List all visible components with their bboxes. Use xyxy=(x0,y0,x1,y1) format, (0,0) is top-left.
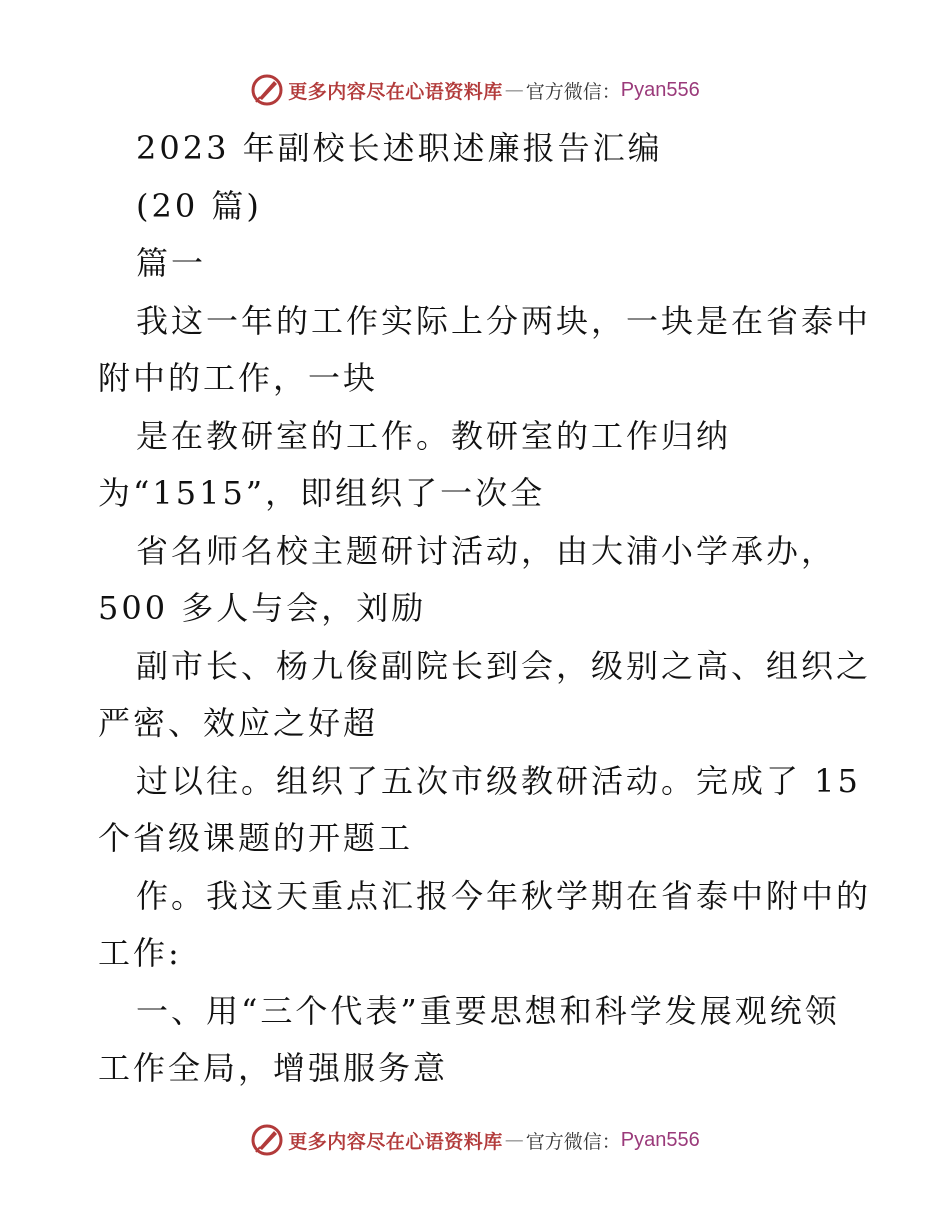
document-line: 附中的工作，一块 xyxy=(98,359,379,397)
document-line: 2023 年副校长述职述廉报告汇编 xyxy=(136,129,663,167)
document-line: 工作: xyxy=(98,934,182,972)
footer-watermark-banner xyxy=(0,1120,950,1160)
header-watermark-banner xyxy=(0,70,950,110)
banner-dash: — xyxy=(504,79,524,101)
document-line: 副市长、杨九俊副院长到会，级别之高、组织之 xyxy=(136,646,872,685)
document-line: 个省级课题的开题工 xyxy=(98,819,414,857)
document-line: 是在教研室的工作。教研室的工作归纳 xyxy=(136,416,732,455)
document-line: 过以往。组织了五次市级教研活动。完成了 15 xyxy=(136,761,861,800)
document-line: 500 多人与会，刘励 xyxy=(98,589,427,627)
banner-main-text: 更多内容尽在心语资料库 xyxy=(288,1130,503,1153)
banner-main-text: 更多内容尽在心语资料库 xyxy=(288,80,503,103)
quill-pen-logo-icon xyxy=(250,1123,284,1157)
document-line: 一、用“三个代表”重要思想和科学发展观统领 xyxy=(136,991,840,1030)
document-body xyxy=(98,120,872,1098)
document-line: (20 篇) xyxy=(136,186,262,225)
banner-wechat-id: Pyan556 xyxy=(620,78,700,101)
document-line: 作。我这天重点汇报今年秋学期在省泰中附中的 xyxy=(136,876,872,915)
document-line: 省名师名校主题研讨活动，由大浦小学承办， xyxy=(136,531,837,570)
banner-wechat-id: Pyan556 xyxy=(620,1128,700,1151)
banner-wechat-label: 官方微信： xyxy=(525,80,621,103)
banner-wechat-label: 官方微信： xyxy=(525,1130,621,1153)
quill-pen-logo-icon xyxy=(250,73,284,107)
document-line: 严密、效应之好超 xyxy=(98,704,379,742)
document-line: 篇一 xyxy=(136,244,207,282)
document-line: 工作全局，增强服务意 xyxy=(98,1049,449,1087)
document-line: 为“1515”，即组织了一次全 xyxy=(98,474,546,512)
banner-dash: — xyxy=(504,1129,524,1151)
document-line: 我这一年的工作实际上分两块，一块是在省泰中 xyxy=(136,301,872,340)
